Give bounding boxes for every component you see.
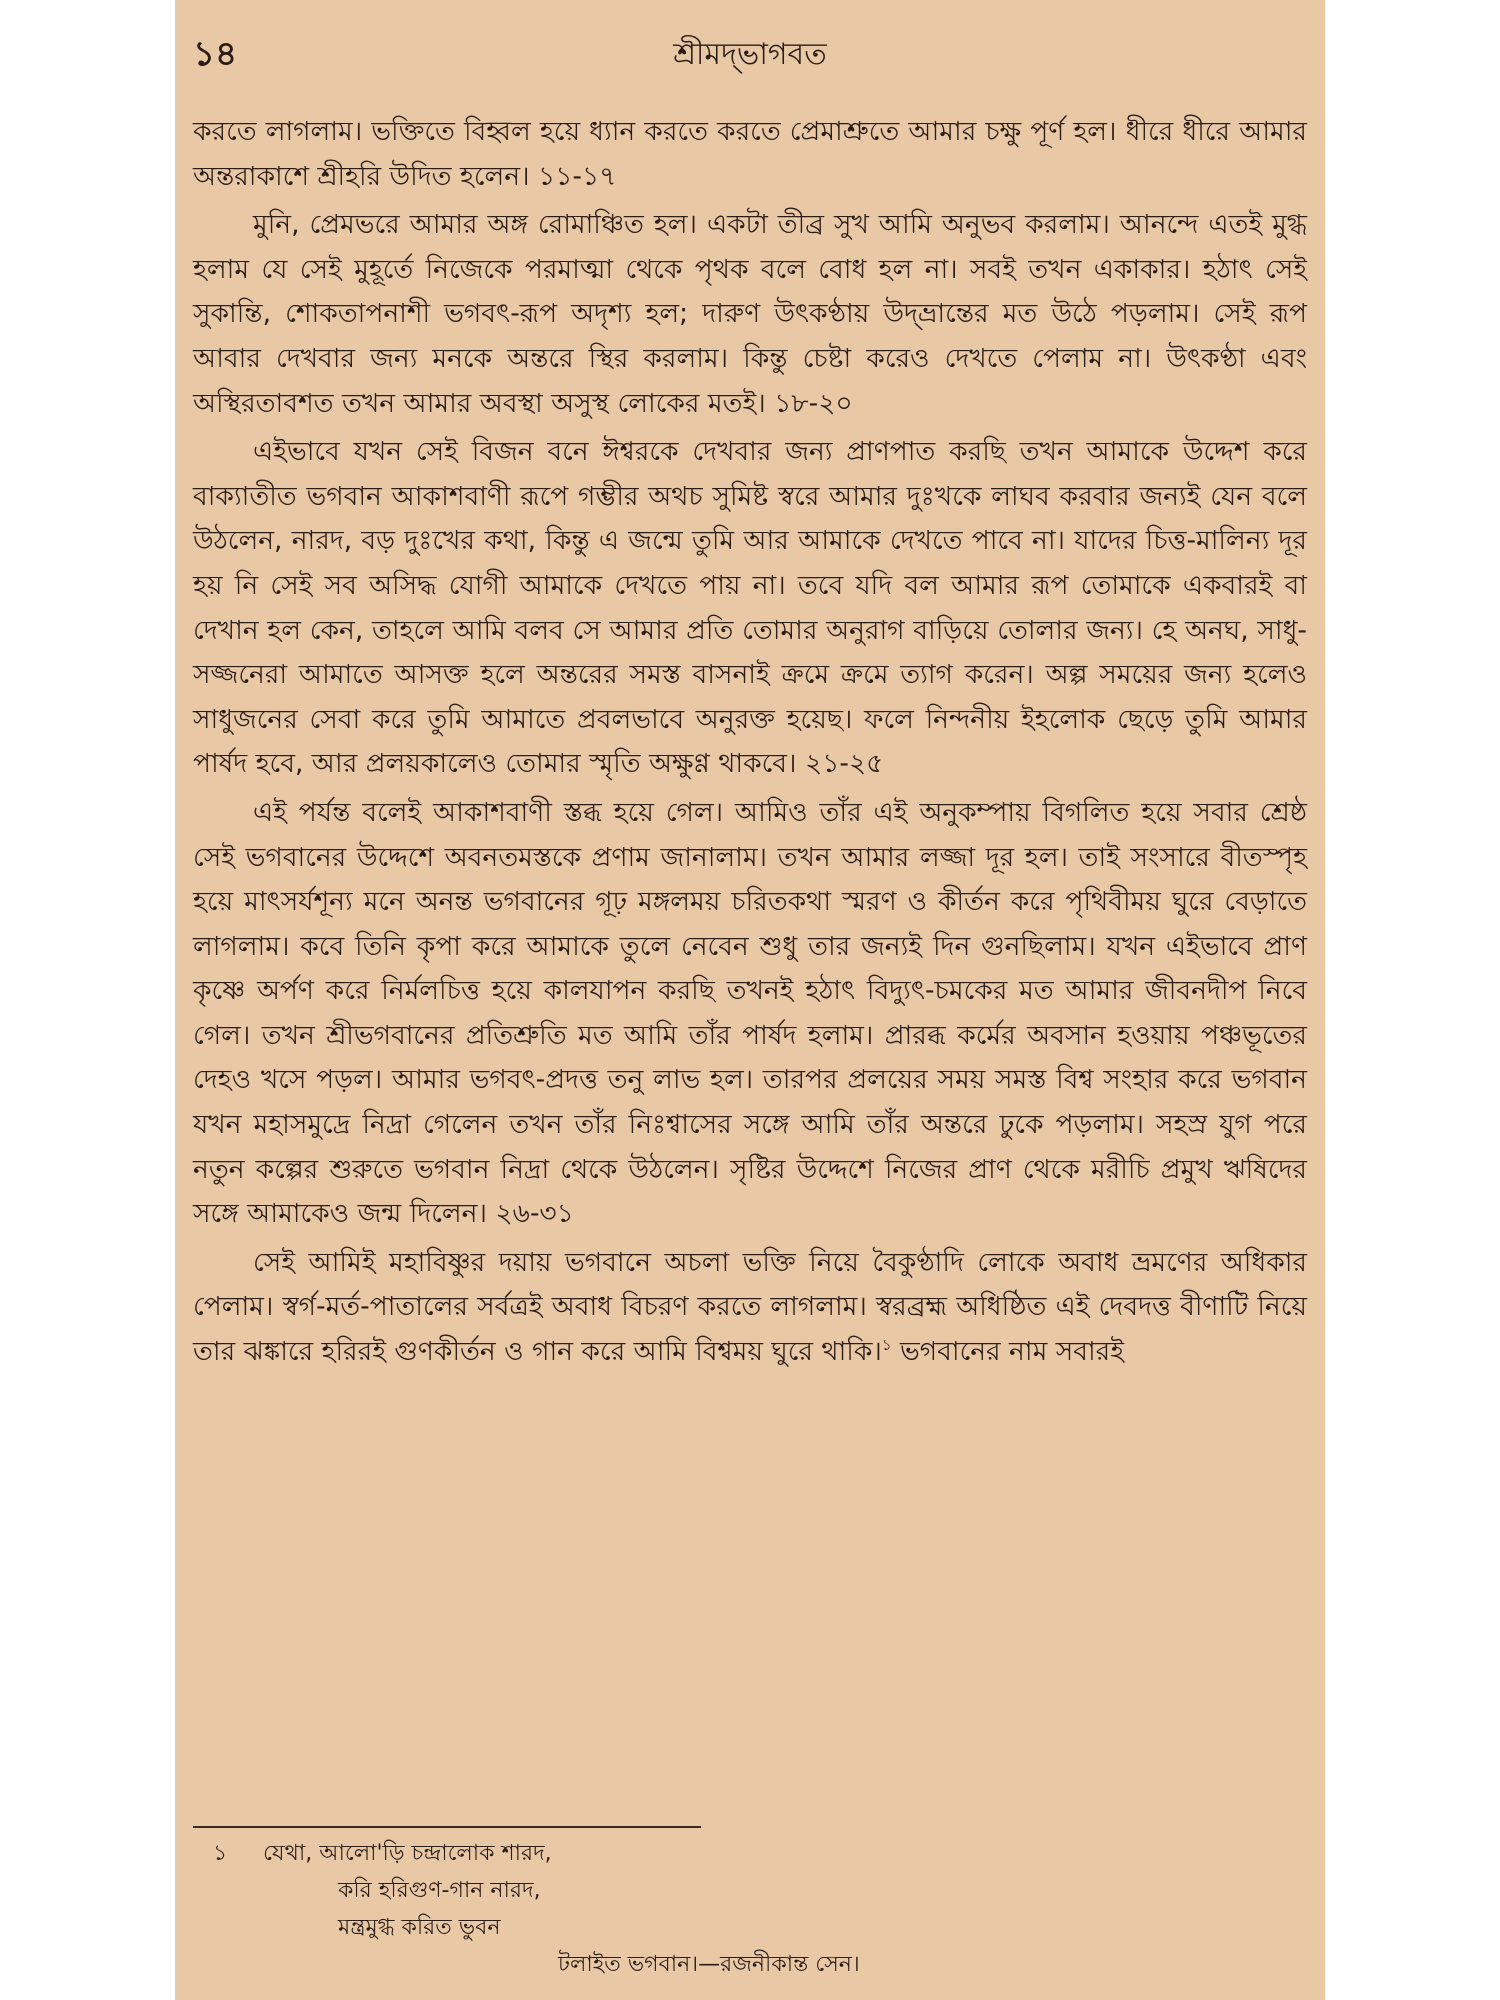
paragraph-continuation: ভগবানের নাম সবারই [891,1336,1125,1368]
verse-reference: ২৬-৩১ [495,1198,574,1230]
paragraph [193,203,1307,426]
footnote-line: টলাইত ভগবান।—রজনীকান্ত সেন। [558,1952,860,1977]
paragraph [193,1241,1307,1375]
footnote-line: করি হরিগুণ-গান নারদ, [338,1878,541,1903]
paragraph [193,791,1307,1237]
verse-reference: ২১-২৫ [804,748,884,780]
paragraph-text: করতে লাগলাম। ভক্তিতে বিহ্বল হয়ে ধ্যান করতে করতে প্রেমাশ্রুতে আমার চক্ষু পূর্ণ হল। ধীরে ধীরে আমার অন্তরাকাশে শ্রীহরি উদিত হলেন। [193,116,1307,192]
paragraph-text: এইভাবে যখন সেই বিজন বনে ঈশ্বরকে দেখবার জন্য প্রাণপাত করছি তখন আমাকে উদ্দেশ করে বাক্যাতীত ভগবান আকাশবাণী রূপে গম্ভীর অথচ সুমিষ্ট স্বরে আমার দুঃখকে লাঘব করবার জন্যই যেন বলে উঠলেন, নারদ, বড় দুঃখের কথা, কিন্তু এ জন্মে তুমি আর আমাকে দেখতে পাবে না। যাদের চিত্ত-মালিন্য দূর হয় নি সেই সব অসিদ্ধ যোগী আমাকে দেখতে পায় না। তবে যদি বল আমার রূপ তোমাকে একবারই বা দেখান হল কেন, তাহলে আমি বলব সে আমার প্রতি তোমার অনুরাগ বাড়িয়ে তোলার জন্য। হে অনঘ, সাধু-সজ্জনেরা আমাতে আসক্ত হলে অন্তরের সমস্ত বাসনাই ক্রমে ক্রমে ত্যাগ করেন। অল্প সময়ের জন্য হলেও সাধুজনের সেবা করে তুমি আমাতে প্রবলভাবে অনুরক্ত হয়েছ। ফলে নিন্দনীয় ইহলোক ছেড়ে তুমি আমার পার্ষদ হবে, আর প্রলয়কালেও তোমার স্মৃতি অক্ষুণ্ণ থাকবে। [193,436,1307,780]
page-number: ১৪ [193,34,238,74]
paragraph [193,430,1307,787]
footnote-divider [193,1826,701,1828]
body-text [193,110,1307,1379]
verse-reference: ১৮-২০ [774,387,853,419]
paragraph-text: সেই আমিই মহাবিষ্ণুর দয়ায় ভগবানে অচলা ভক্তি নিয়ে বৈকুণ্ঠাদি লোকে অবাধ ভ্রমণের অধিকার পেলাম। স্বর্গ-মর্ত-পাতালের সর্বত্রই অবাধ বিচরণ করতে লাগলাম। স্বরব্রহ্ম অধিষ্ঠিত এই দেবদত্ত বীণাটি নিয়ে তার ঝঙ্কারে হরিরই গুণকীর্তন ও গান করে আমি বিশ্বময় ঘুরে থাকি। [193,1246,1307,1368]
book-page [175,0,1325,2000]
paragraph [193,110,1307,199]
running-header [175,22,1325,82]
footnote-marker: ১ [881,1336,892,1355]
paragraph-text: মুনি, প্রেমভরে আমার অঙ্গ রোমাঞ্চিত হল। একটা তীব্র সুখ আমি অনুভব করলাম। আনন্দে এতই মুগ্ধ হলাম যে সেই মুহূর্তে নিজেকে পরমাত্মা থেকে পৃথক বলে বোধ হল না। সবই তখন একাকার। হঠাৎ সেই সুকান্তি, শোকতাপনাশী ভগবৎ-রূপ অদৃশ্য হল; দারুণ উৎকণ্ঠায় উদ্‌ভ্রান্তের মত উঠে পড়লাম। সেই রূপ আবার দেখবার জন্য মনকে অন্তরে স্থির করলাম। কিন্তু চেষ্টা করেও দেখতে পেলাম না। উৎকণ্ঠা এবং অস্থিরতাবশত তখন আমার অবস্থা অসুস্থ লোকের মতই। [193,209,1307,419]
book-title: শ্রীমদ্‌ভাগবত [673,37,827,72]
footnote-line: যেথা, আলো'ড়ি চন্দ্রালোক শারদ, [263,1841,552,1866]
footnote-line: মন্ত্রমুগ্ধ করিত ভুবন [338,1915,501,1940]
paragraph-text: এই পর্যন্ত বলেই আকাশবাণী স্তব্ধ হয়ে গেল। আমিও তাঁর এই অনুকম্পায় বিগলিত হয়ে সবার শ্রেষ্ঠ সেই ভগবানের উদ্দেশে অবনতমস্তকে প্রণাম জানালাম। তখন আমার লজ্জা দূর হল। তাই সংসারে বীতস্পৃহ হয়ে মাৎসর্যশূন্য মনে অনন্ত ভগবানের গূঢ় মঙ্গলময় চরিতকথা স্মরণ ও কীর্তন করে পৃথিবীময় ঘুরে বেড়াতে লাগলাম। কবে তিনি কৃপা করে আমাকে তুলে নেবেন শুধু তার জন্যই দিন গুনছিলাম। যখন এইভাবে প্রাণ কৃষ্ণে অর্পণ করে নির্মলচিত্ত হয়ে কালযাপন করছি তখনই হঠাৎ বিদ্যুৎ-চমকের মত আমার জীবনদীপ নিবে গেল। তখন শ্রীভগবানের প্রতিশ্রুতি মত আমি তাঁর পার্ষদ হলাম। প্রারব্ধ কর্মের অবসান হওয়ায় পঞ্চভূতের দেহও খসে পড়ল। আমার ভগবৎ-প্রদত্ত তনু লাভ হল। তারপর প্রলয়ের সময় সমস্ত বিশ্ব সংহার করে ভগবান যখন মহাসমুদ্রে নিদ্রা গেলেন তখন তাঁর নিঃশ্বাসের সঙ্গে আমি তাঁর অন্তরে ঢুকে পড়লাম। সহস্র যুগ পরে নতুন কল্পের শুরুতে ভগবান নিদ্রা থেকে উঠলেন। সৃষ্টির উদ্দেশে নিজের প্রাণ থেকে মরীচি প্রমুখ ঋষিদের সঙ্গে আমাকেও জন্ম দিলেন। [193,796,1307,1230]
footnote-number: ১ [213,1841,228,1866]
verse-reference: ১১-১৭ [538,160,617,192]
